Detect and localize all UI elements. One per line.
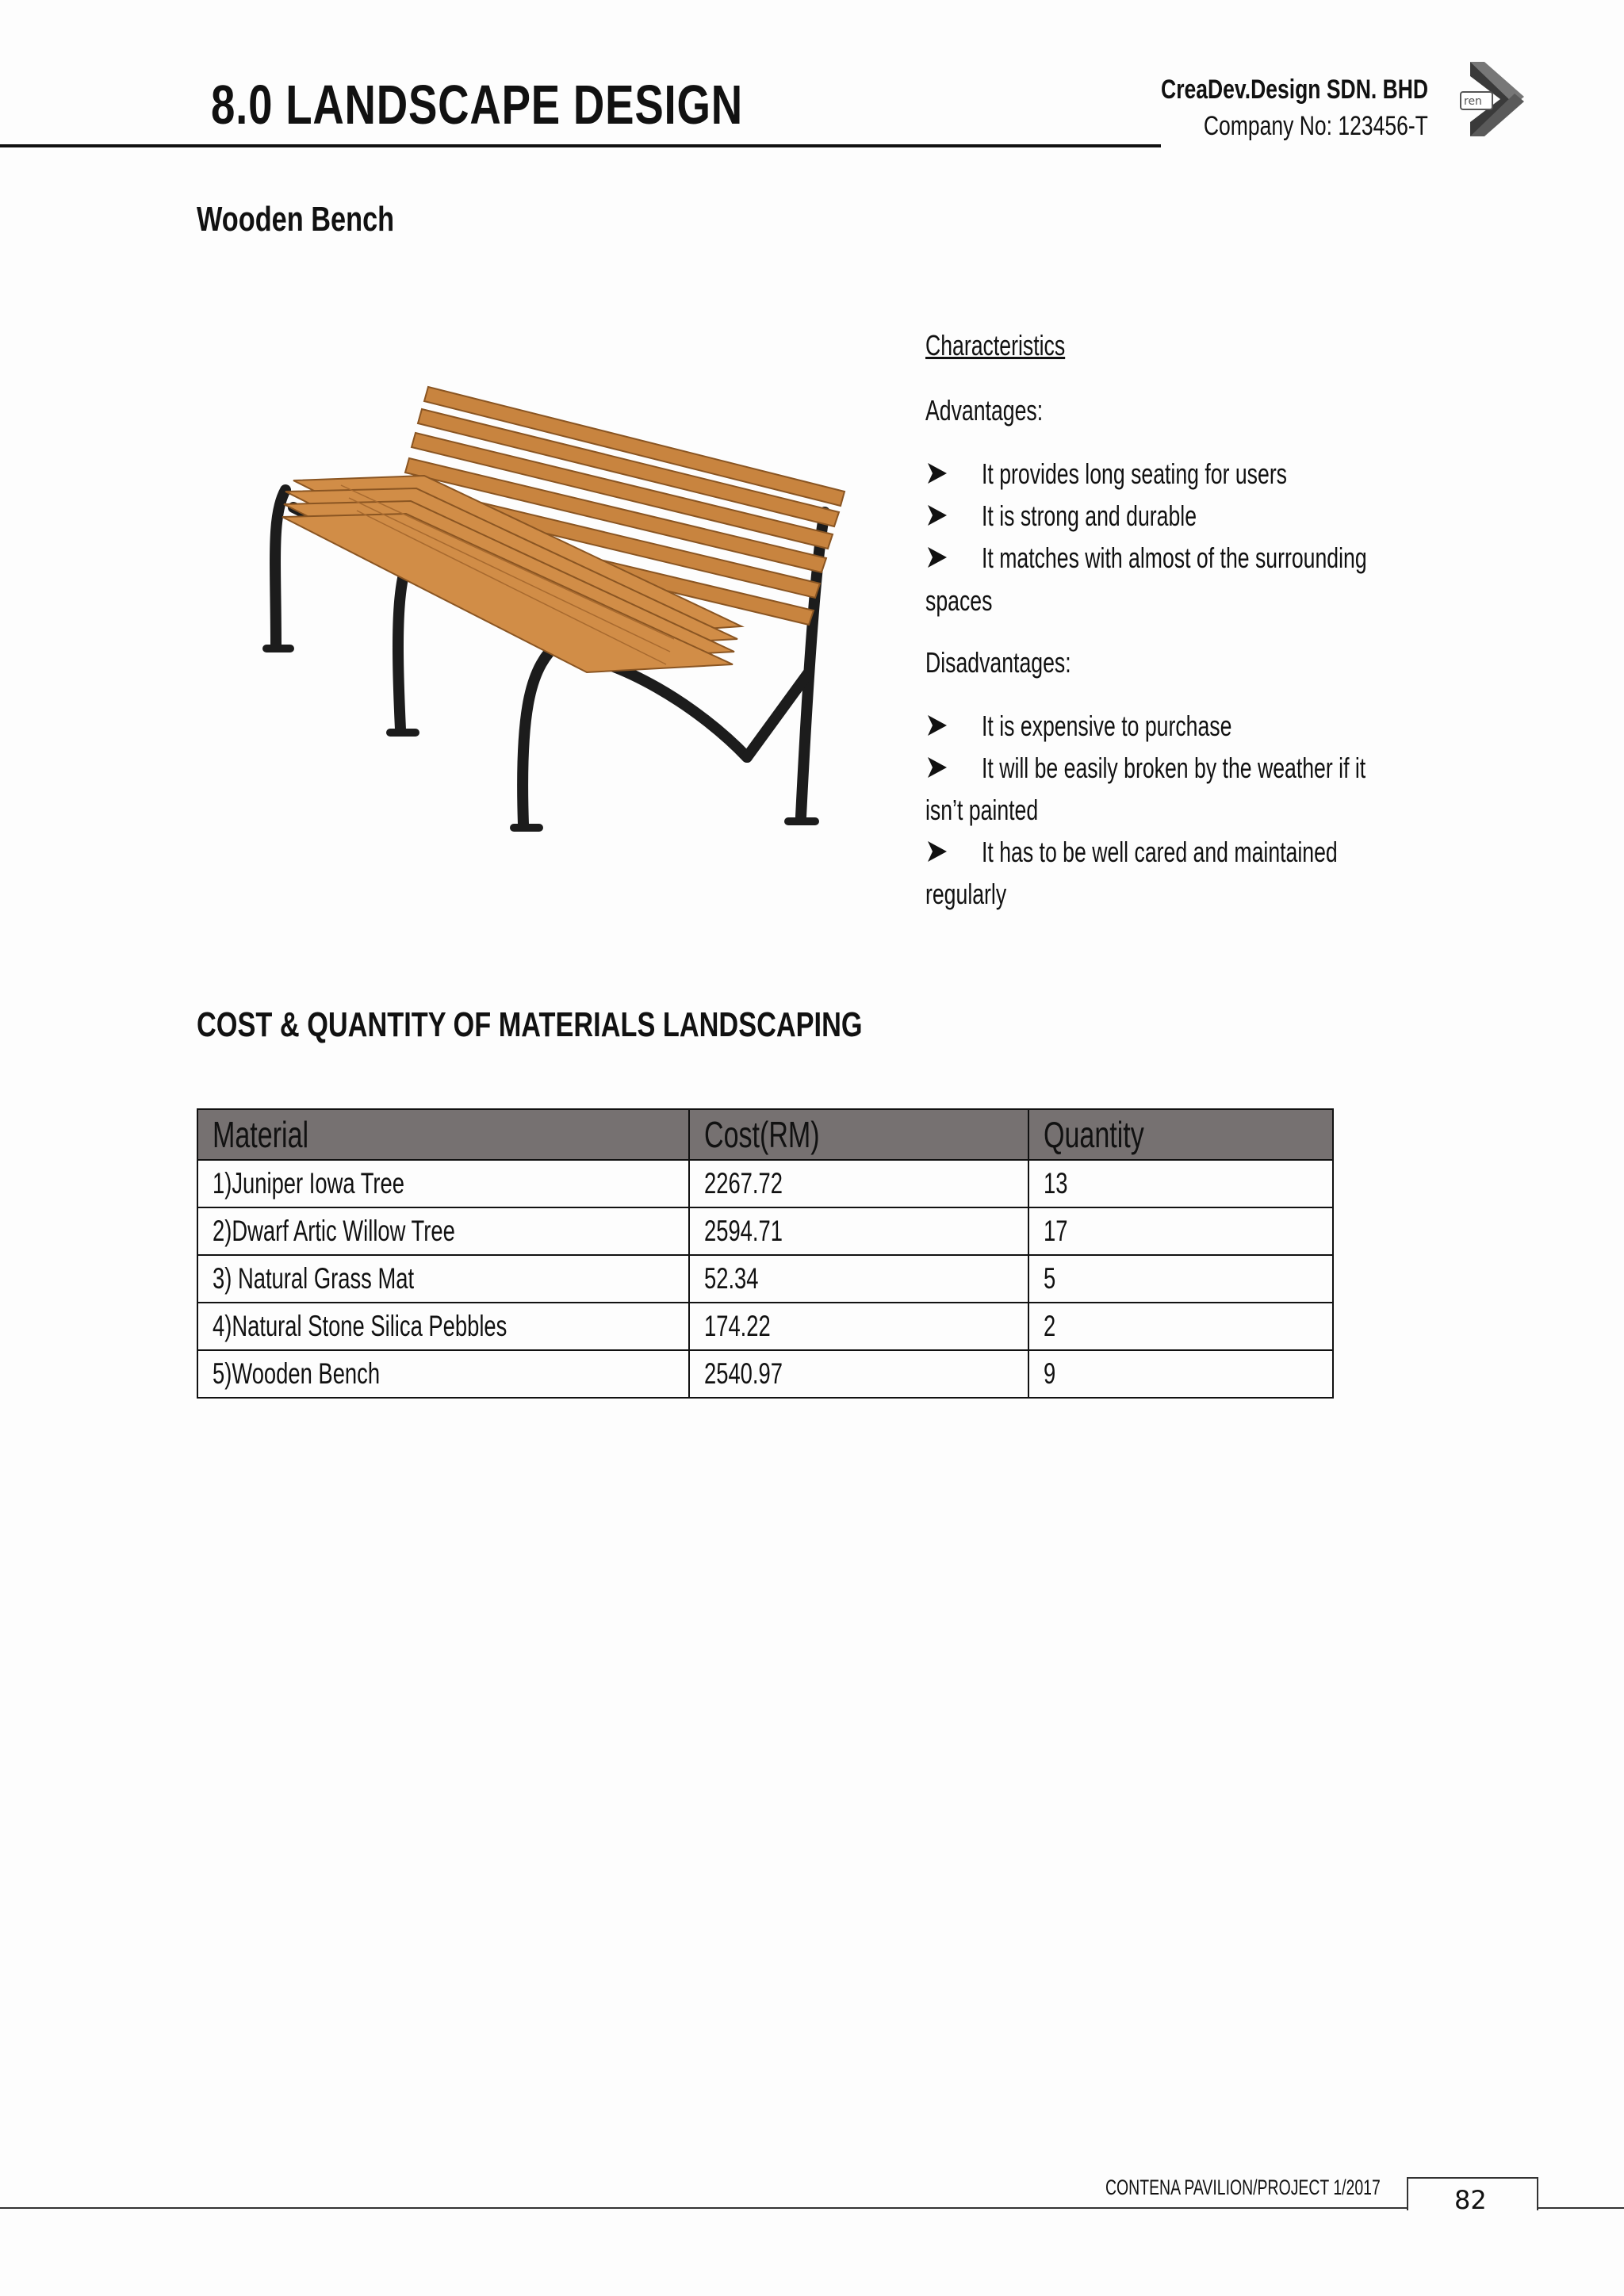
table-row <box>197 1350 1333 1398</box>
material-cell: 1)Juniper Iowa Tree <box>197 1160 689 1207</box>
disadvantage-continuation: regularly <box>925 878 1007 910</box>
characteristics-heading: Characteristics <box>925 329 1066 362</box>
company-number: Company No: 123456-T <box>1203 111 1428 141</box>
cost-cell: 2267.72 <box>689 1160 1028 1207</box>
disadvantages-label: Disadvantages: <box>925 646 1071 679</box>
arrow-bullet-icon <box>928 841 947 862</box>
advantage-item: It is strong and durable <box>982 499 1197 532</box>
column-header-material: Material <box>197 1109 689 1160</box>
quantity-cell: 17 <box>1028 1207 1333 1255</box>
column-header-quantity: Quantity <box>1028 1109 1333 1160</box>
page-title: 8.0 LANDSCAPE DESIGN <box>211 74 743 136</box>
company-name: CreaDev.Design SDN. BHD <box>1161 75 1428 105</box>
header-divider <box>0 144 1161 147</box>
arrow-bullet-icon <box>928 463 947 484</box>
quantity-cell: 13 <box>1028 1160 1333 1207</box>
table-row <box>197 1160 1333 1207</box>
table-header-row <box>197 1109 1333 1160</box>
advantage-item: It matches with almost of the surrounding <box>982 541 1367 574</box>
advantages-label: Advantages: <box>925 394 1044 427</box>
arrow-bullet-icon <box>928 547 947 568</box>
svg-text:ren: ren <box>1464 95 1482 108</box>
quantity-cell: 2 <box>1028 1303 1333 1350</box>
advantage-continuation: spaces <box>925 584 993 617</box>
arrow-bullet-icon <box>928 757 947 778</box>
cost-cell: 2594.71 <box>689 1207 1028 1255</box>
disadvantage-item: It will be easily broken by the weather if it <box>982 752 1366 784</box>
footer-project-label: CONTENA PAVILION/PROJECT 1/2017 <box>1105 2175 1381 2199</box>
material-cell: 5)Wooden Bench <box>197 1350 689 1398</box>
cost-section-title: COST & QUANTITY OF MATERIALS LANDSCAPING <box>197 1005 863 1044</box>
wooden-bench-image <box>262 373 848 880</box>
page-number: 82 <box>1454 2185 1487 2215</box>
quantity-cell: 9 <box>1028 1350 1333 1398</box>
footer-divider <box>0 2207 1624 2209</box>
table-row <box>197 1255 1333 1303</box>
table-row <box>197 1303 1333 1350</box>
arrow-bullet-icon <box>928 505 947 526</box>
disadvantage-item: It has to be well cared and maintained <box>982 836 1338 868</box>
material-cell: 3) Natural Grass Mat <box>197 1255 689 1303</box>
quantity-cell: 5 <box>1028 1255 1333 1303</box>
arrow-bullet-icon <box>928 715 947 736</box>
column-header-cost: Cost(RM) <box>689 1109 1028 1160</box>
materials-table <box>197 1108 1334 1399</box>
advantage-item: It provides long seating for users <box>982 457 1288 490</box>
material-cell: 2)Dwarf Artic Willow Tree <box>197 1207 689 1255</box>
section-title: Wooden Bench <box>197 200 395 239</box>
table-row <box>197 1207 1333 1255</box>
company-logo-icon <box>1453 55 1532 143</box>
cost-cell: 2540.97 <box>689 1350 1028 1398</box>
material-cell: 4)Natural Stone Silica Pebbles <box>197 1303 689 1350</box>
disadvantage-item: It is expensive to purchase <box>982 710 1232 742</box>
cost-cell: 174.22 <box>689 1303 1028 1350</box>
disadvantage-continuation: isn’t painted <box>925 794 1039 826</box>
cost-cell: 52.34 <box>689 1255 1028 1303</box>
